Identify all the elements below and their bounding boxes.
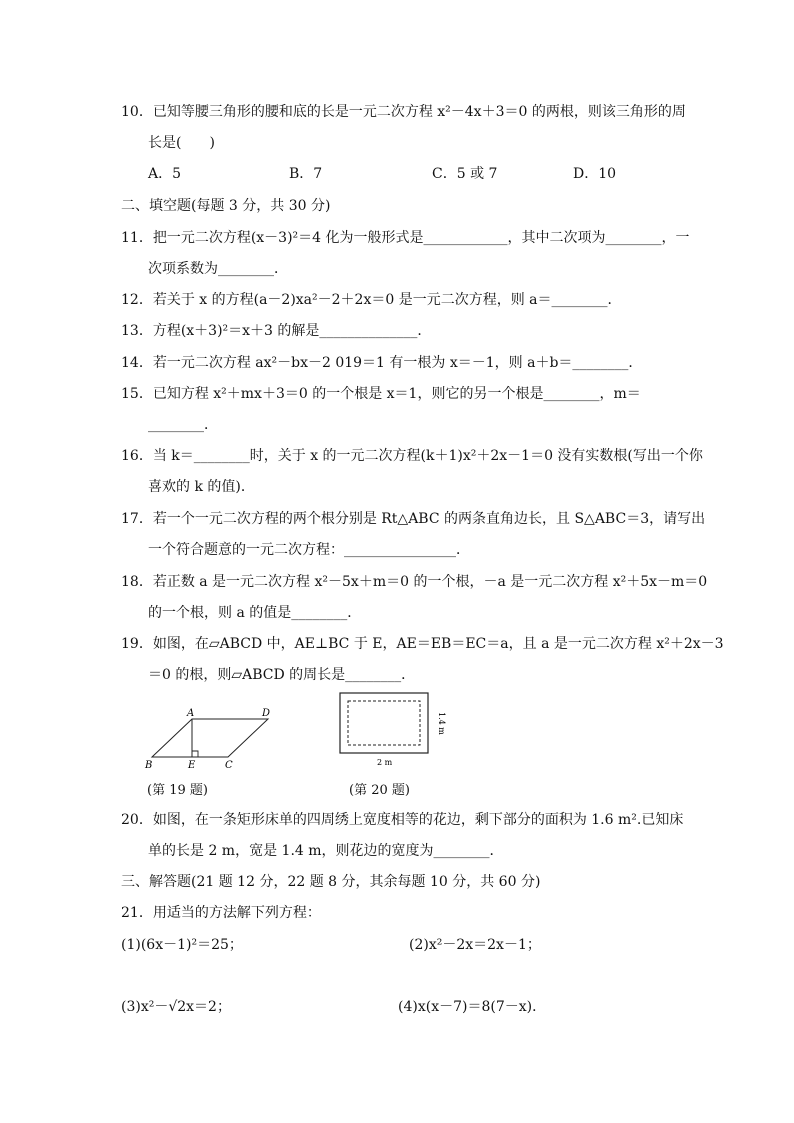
label-a: A: [187, 708, 195, 719]
q19-line-2: [0, 664, 794, 686]
q20-line-1: [0, 809, 794, 831]
sheet-outer-rect: [340, 693, 428, 753]
right-angle-mark: [192, 751, 198, 757]
q18-line-2: [0, 602, 794, 624]
q18-line-1: [0, 571, 794, 593]
q11-line-2: [0, 258, 794, 280]
text: 21．用适当的方法解下列方程：: [121, 905, 321, 921]
width-label: 2 m: [377, 758, 393, 767]
q10-line-1: [0, 101, 794, 123]
q21-part-4: (4)x(x－7)＝8(7－x)．: [398, 999, 547, 1015]
text: 12．若关于 x 的方程(a－2)xa²－2＋2x＝0 是一元二次方程，则 a＝________．: [121, 292, 622, 308]
label-e: E: [188, 760, 196, 771]
q17-line-1: [0, 508, 794, 530]
text: 长是( ): [148, 135, 215, 151]
height-label: 1.4 m: [437, 712, 446, 735]
text: 19．如图，在▱ABCD 中，AE⊥BC 于 E，AE＝EB＝EC＝a，且 a 是一元二次方程 x²＋2x－3: [121, 636, 724, 652]
text: 17．若一个一元二次方程的两个根分别是 Rt△ABC 的两条直角边长，且 S△ABC＝3，请写出: [121, 511, 706, 527]
q12: [0, 289, 794, 311]
q21-parts-3-4: [0, 996, 794, 1018]
text: 14．若一元二次方程 ax²－bx－2 019＝1 有一根为 x＝－1，则 a＋b＝________．: [121, 355, 643, 371]
figure-19-parallelogram: [140, 705, 290, 773]
text: 一个符合题意的一元二次方程：________________．: [148, 542, 470, 558]
section-3-heading: [0, 871, 794, 893]
q16-line-1: [0, 445, 794, 467]
text: 三、解答题(21 题 12 分，22 题 8 分，其余每题 10 分，共 60 分): [121, 874, 541, 890]
label-c: C: [225, 760, 233, 771]
text: ＝0 的根，则▱ABCD 的周长是________．: [148, 667, 416, 683]
q15-line-1: [0, 383, 794, 405]
q10-options: [0, 163, 794, 185]
q21-part-3: (3)x²－√2x＝2；: [121, 999, 231, 1015]
parallelogram-outline: [152, 719, 268, 757]
q13: [0, 320, 794, 342]
q21-parts-1-2: [0, 934, 794, 956]
text: 18．若正数 a 是一元二次方程 x²－5x＋m＝0 的一个根，－a 是一元二次方程 x²＋5x－m＝0: [121, 574, 708, 590]
text: 单的长是 2 m，宽是 1.4 m，则花边的宽度为________．: [148, 843, 504, 859]
text: 10．已知等腰三角形的腰和底的长是一元二次方程 x²－4x＋3＝0 的两根，则该三角形的周: [121, 104, 686, 120]
text: 次项系数为________．: [148, 261, 288, 277]
q10-line-2: [0, 132, 794, 154]
q21-part-2: (2)x²－2x＝2x－1；: [409, 937, 541, 953]
text: 喜欢的 k 的值)．: [148, 479, 255, 495]
text: 16．当 k＝________时，关于 x 的一元二次方程(k＋1)x²＋2x－1＝0 没有实数根(写出一个你: [121, 448, 703, 464]
q21-part-1: (1)(6x－1)²＝25；: [121, 937, 243, 953]
option-b: B．7: [289, 166, 323, 182]
text: 15．已知方程 x²＋mx＋3＝0 的一个根是 x＝1，则它的另一个根是________，m＝: [121, 386, 641, 402]
q15-line-2: [0, 414, 794, 436]
label-b: B: [145, 760, 153, 771]
text: ________．: [148, 417, 218, 433]
option-d: D．10: [573, 166, 617, 182]
figure-20-caption: (第 20 题): [349, 783, 410, 798]
figure-19-caption: (第 19 题): [147, 783, 208, 798]
option-a: A．5: [148, 166, 182, 182]
text: 11．把一元二次方程(x－3)²＝4 化为一般形式是____________，其中二次项为________，一: [121, 230, 690, 246]
text: 二、填空题(每题 3 分，共 30 分): [121, 198, 331, 214]
q21-stem: [0, 902, 794, 924]
section-2-heading: [0, 195, 794, 217]
q19-line-1: [0, 633, 794, 655]
q16-line-2: [0, 476, 794, 498]
text: 13．方程(x＋3)²＝x＋3 的解是______________．: [121, 323, 432, 339]
option-c: C．5 或 7: [432, 166, 498, 182]
label-d: D: [262, 708, 271, 719]
q11-line-1: [0, 227, 794, 249]
q20-line-2: [0, 840, 794, 862]
text: 20．如图，在一条矩形床单的四周绣上宽度相等的花边，剩下部分的面积为 1.6 m².已知床: [121, 812, 684, 828]
q14: [0, 352, 794, 374]
text: 的一个根，则 a 的值是________．: [148, 605, 362, 621]
q17-line-2: [0, 539, 794, 561]
sheet-inner-rect: [348, 701, 420, 745]
figure-20-bedsheet: [335, 690, 447, 772]
